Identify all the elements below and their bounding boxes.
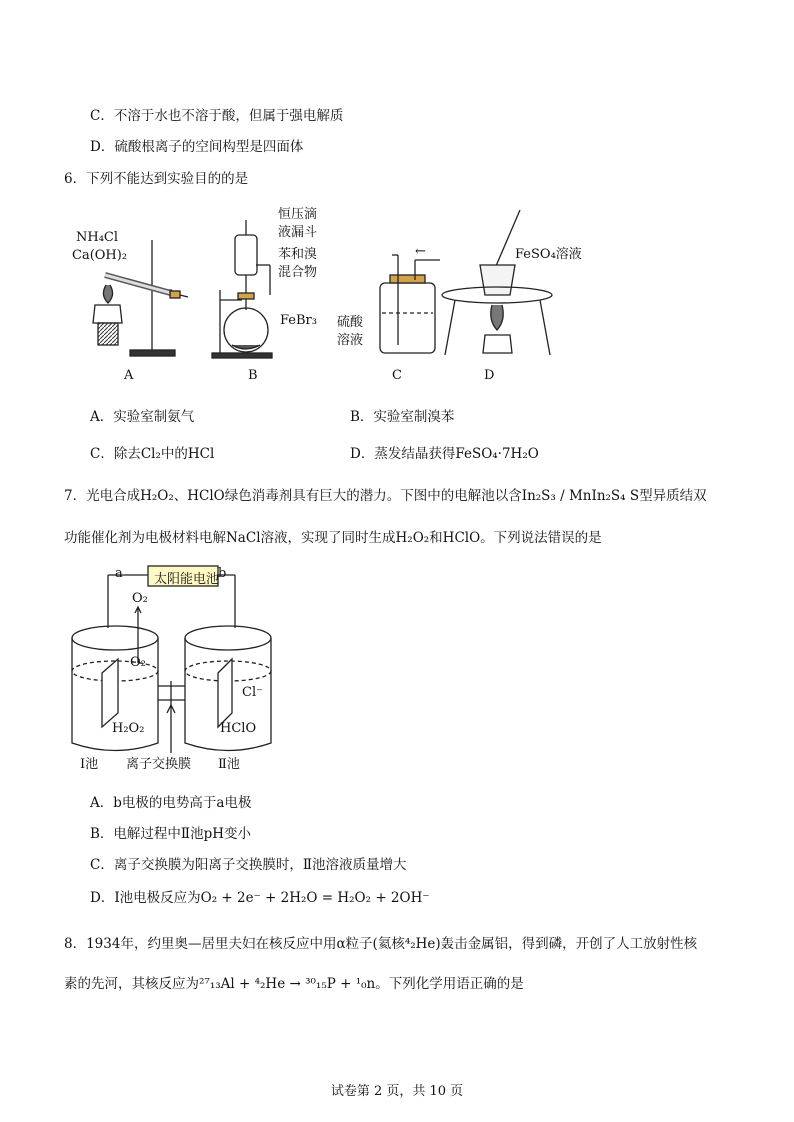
product-hclo: HClO [220,721,257,736]
q6-option-c: C．除去Cl₂中的HCl [90,446,215,462]
fig-b-funnel1: 恒压滴 [278,207,318,222]
fig-a-reagent2: Ca(OH)₂ [72,248,128,263]
terminal-b: b [218,566,227,581]
fig-b-catalyst: FeBr₃ [280,313,317,328]
q7-cell-drawing [60,563,280,773]
fig-c-arrow: ← [415,244,426,259]
q5-option-c: C．不溶于水也不溶于酸，但属于强电解质 [90,108,344,124]
q7-stem-line2: 功能催化剂为电极材料电解NaCl溶液，实现了同时生成H₂O₂和HClO。下列说法错误的是 [64,530,602,546]
o2-mid: O₂ [130,655,146,670]
q7-option-d: D．Ⅰ池电极反应为O₂ + 2e⁻ + 2H₂O = H₂O₂ + 2OH⁻ [90,890,430,906]
fig-c-liquid1: 硫酸 [337,315,364,330]
q7-option-a: A．b电极的电势高于a电极 [90,795,252,811]
q6-apparatus-drawing [60,195,620,390]
page-footer: 试卷第 2 页，共 10 页 [330,1084,464,1099]
fig-b-funnel2: 液漏斗 [278,225,318,240]
fig-b-label: B [248,368,258,383]
fig-a-label: A [124,368,134,383]
o2-top: O₂ [132,591,148,606]
q6-option-d: D．蒸发结晶获得FeSO₄·7H₂O [350,446,539,462]
pool-2: Ⅱ池 [218,757,240,772]
pool-1: Ⅰ池 [80,757,99,772]
q5-option-d: D．硫酸根离子的空间构型是四面体 [90,139,304,155]
q7-figure [60,563,280,773]
membrane: 离子交换膜 [126,757,192,772]
q8-line1: 8．1934年，约里奥—居里夫妇在核反应中用α粒子(氦核⁴₂He)轰击金属铝，得到磷，开创了人工放射性核 [64,936,698,952]
fig-c-liquid2: 溶液 [337,333,364,348]
terminal-a: a [115,566,123,581]
fig-d-solution: FeSO₄溶液 [515,247,582,262]
product-h2o2: H₂O₂ [112,721,145,736]
q6-option-a: A．实验室制氨气 [90,409,195,425]
fig-c-label: C [392,368,402,383]
fig-c-apparatus [380,255,440,353]
fig-b-mix1: 苯和溴 [278,247,318,262]
q8-line2: 素的先河，其核反应为²⁷₁₃Al + ⁴₂He → ³⁰₁₅P + ¹₀n。下列化学用语正确的是 [64,976,524,992]
ion-cl: Cl⁻ [242,685,263,700]
q7-option-b: B．电解过程中Ⅱ池pH变小 [90,826,252,842]
solar-battery: 太阳能电池 [154,572,220,587]
fig-b-apparatus [212,220,272,358]
fig-d-apparatus [442,210,552,355]
fig-b-mix2: 混合物 [278,265,318,280]
fig-a-reagent1: NH₄Cl [76,230,119,245]
q6-option-b: B．实验室制溴苯 [350,409,455,425]
q7-option-c: C．离子交换膜为阳离子交换膜时，Ⅱ池溶液质量增大 [90,857,407,873]
fig-d-label: D [484,368,495,383]
q7-stem-line1: 7．光电合成H₂O₂、HClO绿色消毒剂具有巨大的潜力。下图中的电解池以含In₂S₃ / MnIn₂S₄ S型异质结双 [64,488,707,504]
q6-figure [60,195,620,390]
q6-stem: 6．下列不能达到实验目的的是 [64,171,249,187]
